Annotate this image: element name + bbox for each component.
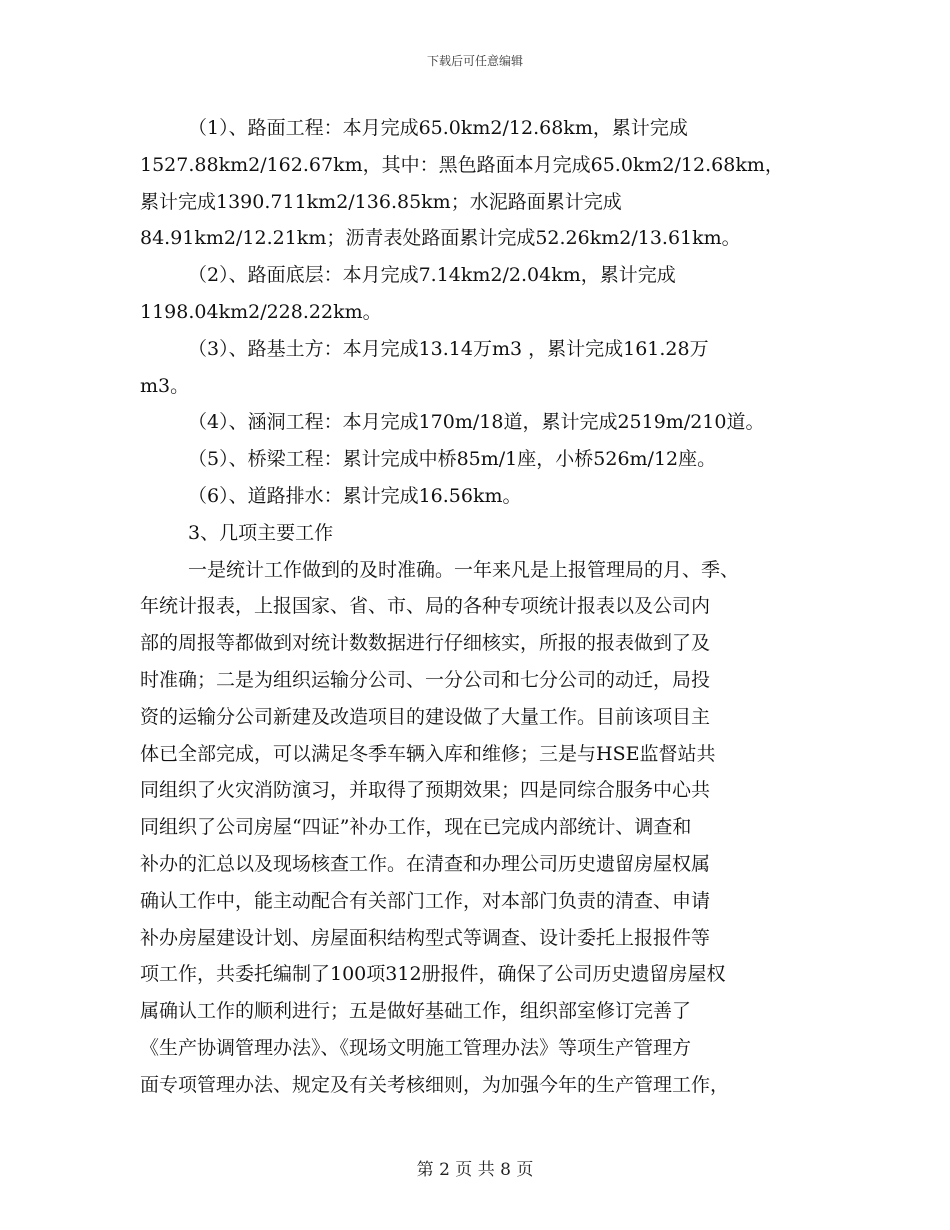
text-line: 项工作，共委托编制了100项312册报件，确保了公司历史遗留房屋权 (140, 963, 726, 986)
text-line: （2）、路面底层：本月完成7.14km2/2.04km，累计完成 (188, 264, 676, 287)
text-line: 1527.88km2/162.67km，其中：黑色路面本月完成65.0km2/12.68km， (140, 153, 784, 176)
text-line: 补办的汇总以及现场核查工作。在清查和办理公司历史遗留房屋权属 (140, 852, 711, 875)
text-line: （1）、路面工程：本月完成65.0km2/12.68km，累计完成 (188, 117, 688, 139)
document-body (140, 110, 820, 1104)
text-line: 面专项管理办法、规定及有关考核细则，为加强今年的生产管理工作， (140, 1073, 730, 1096)
text-line: （4）、涵洞工程：本月完成170m/18道，累计完成2519m/210道。 (188, 411, 765, 434)
page-footer: 第 2 页 共 8 页 (416, 1160, 534, 1180)
text-line: 部的周报等都做到对统计数数据进行仔细核实，所报的报表做到了及 (140, 632, 711, 655)
text-line: 《生产协调管理办法》、《现场文明施工管理办法》等项生产管理方 (140, 1036, 692, 1059)
text-line: 时准确；二是为组织运输分公司、一分公司和七分公司的动迁，局投 (140, 668, 711, 691)
text-line: 累计完成1390.711km2/136.85km；水泥路面累计完成 (140, 190, 622, 213)
text-line: （5）、桥梁工程：累计完成中桥85m/1座，小桥526m/12座。 (188, 448, 717, 471)
text-line: 同组织了火灾消防演习，并取得了预期效果；四是同综合服务中心共 (140, 779, 711, 802)
text-line: （6）、道路排水：累计完成16.56km。 (188, 484, 522, 507)
text-line: 资的运输分公司新建及改造项目的建设做了大量工作。目前该项目主 (140, 705, 711, 728)
section-heading: 3、几项主要工作 (188, 521, 334, 544)
text-line: 补办房屋建设计划、房屋面积结构型式等调查、设计委托上报报件等 (140, 926, 711, 949)
text-line: 年统计报表，上报国家、省、市、局的各种专项统计报表以及公司内 (140, 595, 711, 618)
text-line: （3）、路基土方：本月完成13.14万m3 ，累计完成161.28万 (188, 337, 709, 360)
page-header: 下载后可任意编辑 (426, 54, 523, 68)
text-line: 体已全部完成，可以满足冬季车辆入库和维修；三是与HSE监督站共 (140, 742, 716, 765)
text-line: 属确认工作的顺利进行；五是做好基础工作，组织部室修订完善了 (140, 1000, 692, 1023)
text-line: 1198.04km2/228.22km。 (140, 300, 382, 323)
text-line: m3。 (140, 374, 190, 397)
text-line: 84.91km2/12.21km；沥青表处路面累计完成52.26km2/13.61km。 (140, 227, 741, 250)
text-line: 同组织了公司房屋“四证”补办工作，现在已完成内部统计、调查和 (140, 816, 692, 839)
text-line: 一是统计工作做到的及时准确。一年来凡是上报管理局的月、季、 (188, 558, 740, 581)
text-line: 确认工作中，能主动配合有关部门工作，对本部门负责的清查、申请 (140, 889, 711, 912)
